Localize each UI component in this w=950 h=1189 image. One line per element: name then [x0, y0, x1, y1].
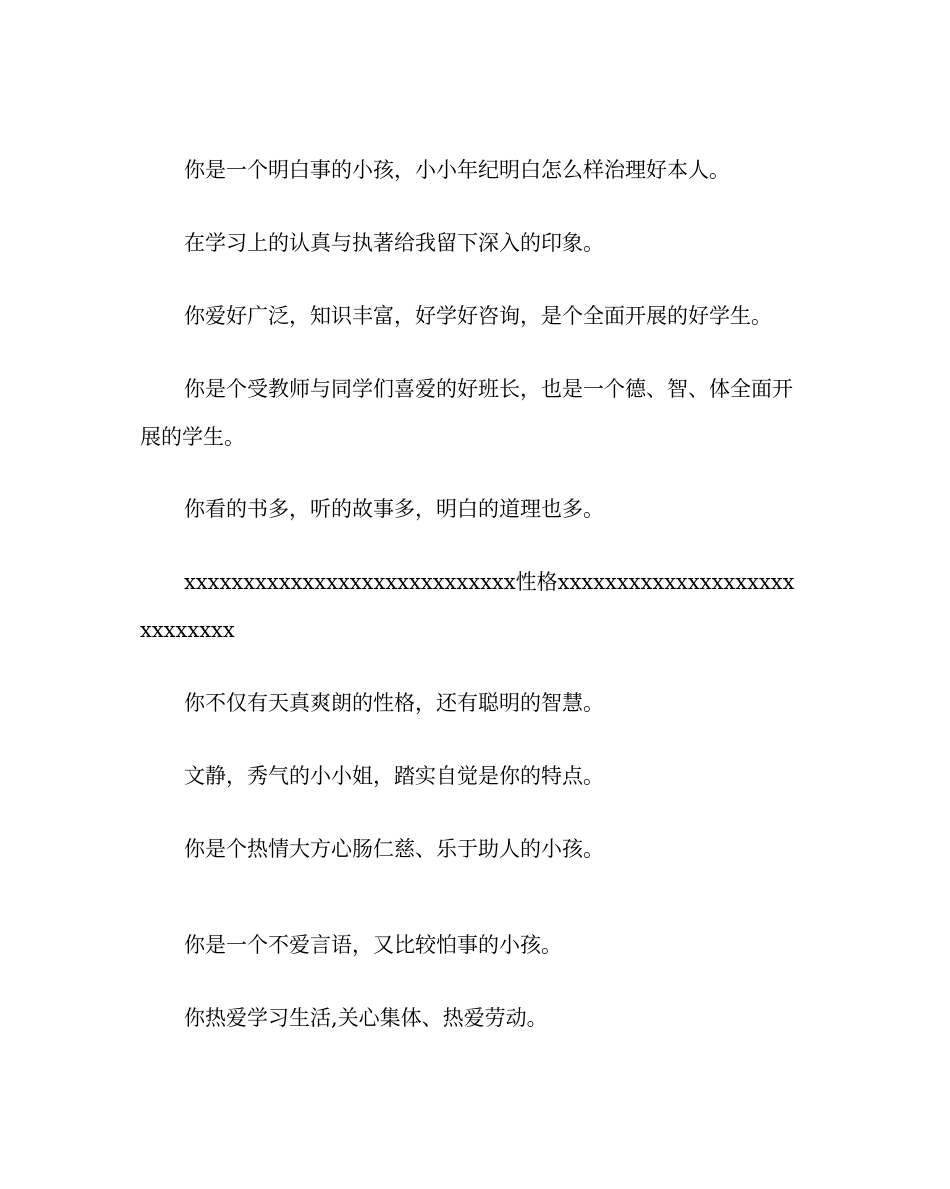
paragraph: 你看的书多，听的故事多，明白的道理也多。	[184, 497, 604, 521]
paragraph: 在学习上的认真与执著给我留下深入的印象。	[184, 231, 604, 255]
paragraph: 你是一个不爱言语，又比较怕事的小孩。	[184, 933, 562, 957]
paragraph: 你是个热情大方心肠仁慈、乐于助人的小孩。	[184, 837, 604, 861]
paragraph: 文静，秀气的小小姐，踏实自觉是你的特点。	[184, 764, 604, 788]
paragraph: 你不仅有天真爽朗的性格，还有聪明的智慧。	[184, 691, 604, 715]
paragraph: 你是一个明白事的小孩，小小年纪明白怎么样治理好本人。	[184, 158, 730, 182]
paragraph-personality: xxxxxxxxxxxxxxxxxxxxxxxxxxxx性格xxxxxxxxxxxxxxxxxxxxxxxxxxxx	[140, 570, 795, 642]
paragraph: 你爱好广泛，知识丰富，好学好咨询，是个全面开展的好学生。	[184, 304, 772, 328]
paragraph: 你热爱学习生活,关心集体、热爱劳动。	[184, 1006, 548, 1030]
paragraph: 你是个受教师与同学们喜爱的好班长，也是一个德、智、体全面开展的学生。	[140, 377, 793, 449]
